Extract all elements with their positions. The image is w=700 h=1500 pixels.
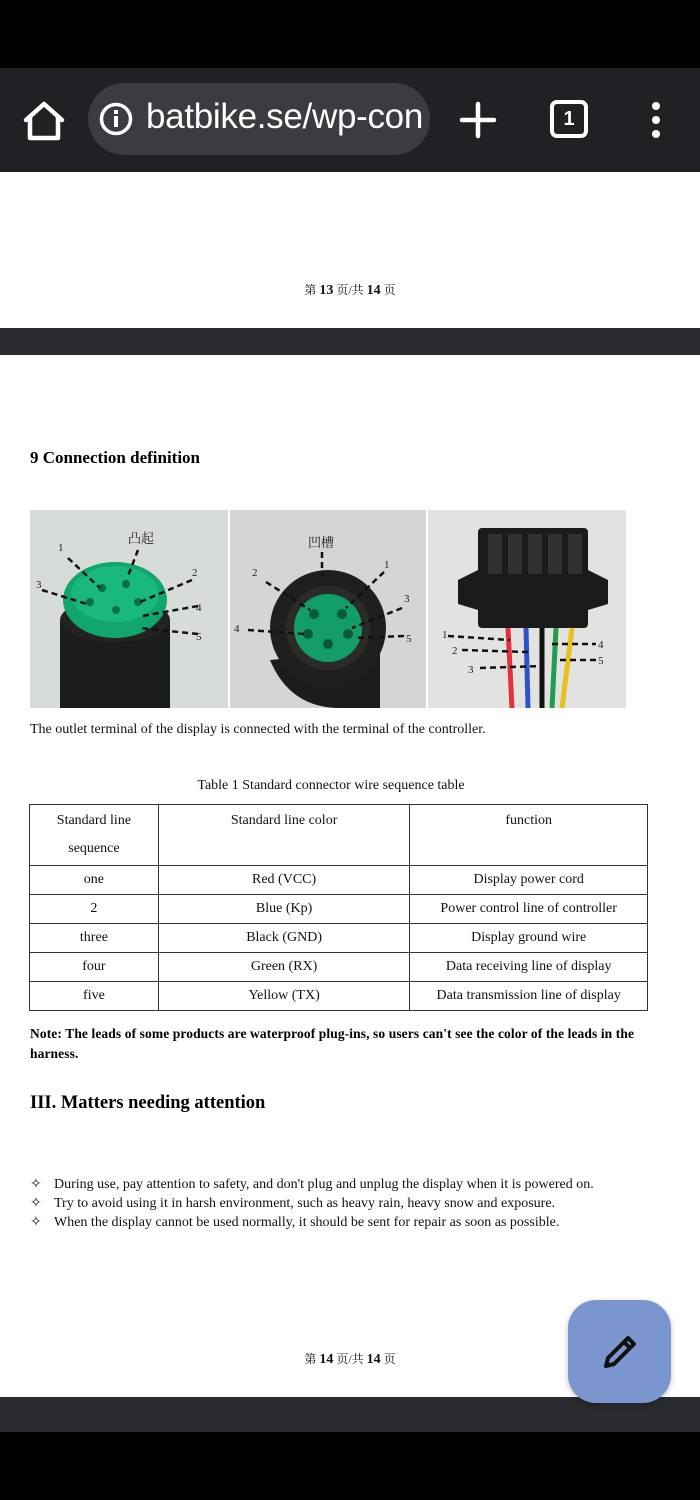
male-connector-photo (30, 510, 228, 708)
cell-function: Data receiving line of display (410, 953, 648, 982)
tab-count: 1 (563, 108, 575, 130)
female-pin-5-label: 5 (406, 633, 412, 645)
controller-plug-photo (428, 510, 626, 708)
plug-pin-2-label: 2 (452, 645, 458, 657)
new-tab-button[interactable] (458, 100, 498, 140)
cell-sequence: three (30, 924, 159, 953)
section-title-attention: III. Matters needing attention (30, 1093, 266, 1113)
pdf-page-14 (0, 355, 700, 1397)
male-pin-2-label: 2 (192, 567, 198, 579)
cell-sequence: five (30, 982, 159, 1011)
male-top-label: 凸起 (128, 532, 155, 547)
male-pin-1-label: 1 (58, 542, 64, 554)
cell-sequence: 2 (30, 895, 159, 924)
female-pin-1-label: 1 (384, 559, 390, 571)
cell-color: Yellow (TX) (158, 982, 410, 1011)
header-function: function (410, 805, 648, 866)
cell-function: Data transmission line of display (410, 982, 648, 1011)
bullet-star-icon: ✧ (30, 1196, 42, 1211)
plug-pin-4-label: 4 (598, 639, 604, 651)
connector-photos (30, 510, 626, 708)
home-button[interactable] (18, 100, 70, 144)
table-row (30, 895, 648, 924)
cell-function: Power control line of controller (410, 895, 648, 924)
url-text: batbike.se/wp-con (146, 97, 424, 136)
attention-list (30, 1175, 650, 1232)
female-top-label: 凹槽 (308, 536, 335, 551)
table-title: Table 1 Standard connector wire sequence table (197, 778, 465, 793)
male-pin-5-label: 5 (196, 631, 202, 643)
plus-icon (458, 100, 498, 140)
list-item: ✧ Try to avoid using it in harsh environment, such as heavy rain, heavy snow and exposure. (30, 1196, 556, 1211)
edit-fab-button[interactable] (568, 1300, 671, 1403)
bullet-star-icon: ✧ (30, 1215, 42, 1230)
table-header-row (30, 805, 648, 866)
list-item: ✧ During use, pay attention to safety, and don't plug and unplug the display when it is powered on. (30, 1177, 594, 1192)
home-icon (18, 100, 70, 144)
cell-sequence: one (30, 866, 159, 895)
cell-color: Green (RX) (158, 953, 410, 982)
female-pin-3-label: 3 (404, 593, 410, 605)
table-row (30, 982, 648, 1011)
cell-sequence: four (30, 953, 159, 982)
list-item: ✧ When the display cannot be used normally, it should be sent for repair as soon as possible. (30, 1215, 560, 1230)
cell-color: Red (VCC) (158, 866, 410, 895)
wire-sequence-table (29, 804, 648, 1011)
cell-function: Display power cord (410, 866, 648, 895)
tab-switcher-button[interactable] (550, 100, 588, 138)
info-icon[interactable] (98, 101, 134, 137)
page-separator (0, 328, 700, 355)
male-pin-3-label: 3 (36, 579, 42, 591)
status-bar (0, 0, 700, 68)
female-pin-4-label: 4 (234, 623, 240, 635)
address-bar[interactable] (88, 83, 430, 155)
table-row (30, 924, 648, 953)
male-pin-4-label: 4 (196, 602, 202, 614)
more-vert-icon (646, 100, 666, 140)
table-row (30, 953, 648, 982)
header-color: Standard line color (158, 805, 410, 866)
page-number-13: 第 13 页/共 14 页 (304, 283, 396, 298)
browser-toolbar (0, 68, 700, 172)
plug-pin-3-label: 3 (468, 664, 474, 676)
connection-caption: The outlet terminal of the display is connected with the terminal of the controller. (30, 722, 486, 737)
cell-function: Display ground wire (410, 924, 648, 953)
bullet-star-icon: ✧ (30, 1177, 42, 1192)
female-pin-2-label: 2 (252, 567, 258, 579)
edit-pencil-icon (598, 1330, 642, 1374)
header-sequence: Standard line sequence (30, 805, 159, 866)
cell-color: Blue (Kp) (158, 895, 410, 924)
female-connector-photo (230, 510, 426, 708)
plug-pin-1-label: 1 (442, 629, 448, 641)
more-menu-button[interactable] (646, 100, 666, 140)
pdf-page-13 (0, 172, 700, 328)
page-number-14: 第 14 页/共 14 页 (304, 1352, 396, 1367)
plug-pin-5-label: 5 (598, 655, 604, 667)
waterproof-note: Note: The leads of some products are waterproof plug-ins, so users can't see the color of the leads in the harness. (30, 1026, 635, 1061)
cell-color: Black (GND) (158, 924, 410, 953)
table-row (30, 866, 648, 895)
section-title-connection: 9 Connection definition (30, 448, 201, 467)
